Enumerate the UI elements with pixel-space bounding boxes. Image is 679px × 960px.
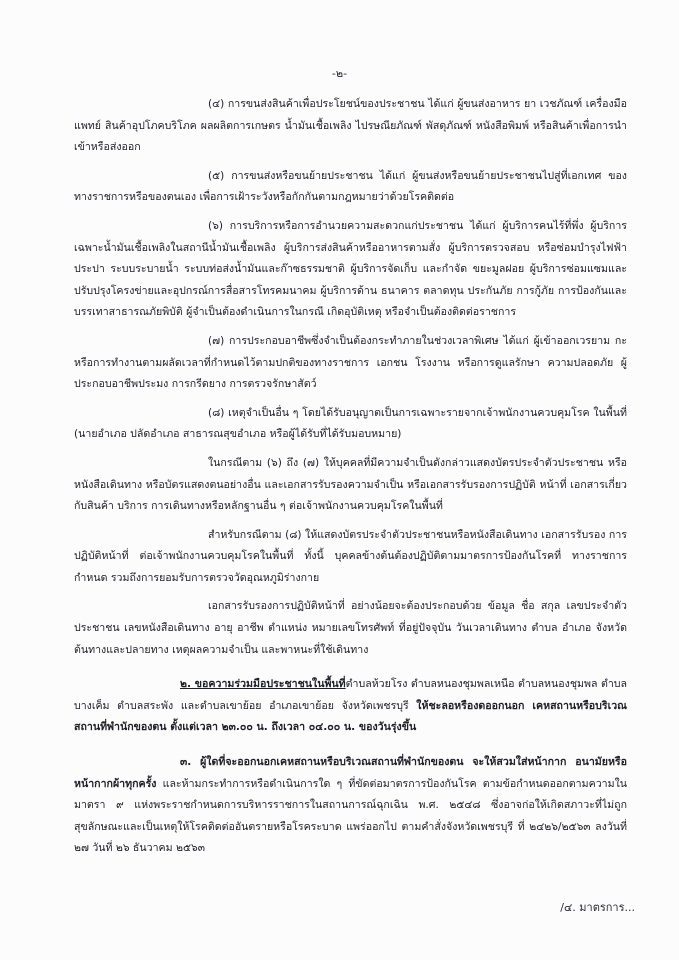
document-body (74, 94, 627, 860)
section-2-tail: ให้ชะลอหรืองดออกนอก เคหสถานหรือบริเวณสถานที่พำนักของตน ตั้งแต่เวลา ๒๓.๐๐ น. ถึงเวลา ๐๔.๐๐ น. ของวันรุ่งขึ้น (74, 699, 627, 734)
clause-4: (๔) การขนส่งสินค้าเพื่อประโยชน์ของประชาชน ได้แก่ ผู้ขนส่งอาหาร ยา เวชภัณฑ์ เครื่องมือแพทย์ สินค้าอุปโภคบริโภค ผลผลิตการเกษตร น้ำมันเชื้อเพลิง ไปรษณียภัณฑ์ พัสดุภัณฑ์ หนังสือพิมพ์ หรือสินค้าเพื่อการนำเข้าหรือส่งออก (74, 98, 627, 154)
page-number: -๒- (331, 67, 348, 80)
note-certificate: เอกสารรับรองการปฏิบัติหน้าที่ อย่างน้อยจะต้องประกอบด้วย ข้อมูล ชื่อ สกุล เลขประจำตัวประชาชน เลขหนังสือเดินทาง อายุ อาชีพ ตำแหน่ง หมายเลขโทรศัพท์ ที่อยู่ปัจจุบัน วันเวลาเดินทาง ตำบล อำเภอ จังหวัดต้นทางและปลายทาง เหตุผลความจำเป็น และพาหนะที่ใช้เดินทาง (74, 600, 627, 656)
clause-6: (๖) การบริการหรือการอำนวยความสะดวกแก่ประชาชน ได้แก่ ผู้บริการคนไร้ที่พึ่ง ผู้บริการเฉพาะน้ำมันเชื้อเพลิงในสถานีน้ำมันเชื้อเพลิง ผู้บริการส่งสินค้าหรืออาหารตามสั่ง ผู้บริการตรวจสอบ หรือซ่อมบำรุงไฟฟ้า ประปา ระบบระบายน้ำ ระบบท่อส่งน้ำมันและก๊าซธรรมชาติ ผู้บริการจัดเก็บ และกำจัด ขยะมูลฝอย ผู้บริการซ่อมแซมและปรับปรุงโครงข่ายและอุปกรณ์การสื่อสารโทรคมนาคม ผู้บริการด้าน ธนาคาร ตลาดทุน ประกันภัย การกู้ภัย การป้องกันและบรรเทาสาธารณภัยพิบัติ ผู้จำเป็นต้องดำเนินการในกรณี เกิดอุบัติเหตุ หรือจำเป็นต้องติดต่อราชการ (74, 219, 627, 319)
section-2-middle: ตำบลห้วยโรง ตำบลหนองชุมพลเหนือ ตำบลหนองชุมพล ตำบลบางเค็ม ตำบลสระพัง และตำบลเขาย้อย อำเภอเขาย้อย จังหวัดเพชรบุรี (74, 678, 627, 712)
section-3 (74, 752, 627, 860)
section-2-lead: ๒. ขอความร่วมมือประชาชนในพื้นที่ (180, 678, 346, 691)
section-2 (74, 674, 627, 739)
note-case-8: สำหรับกรณีตาม (๘) ให้แสดงบัตรประจำตัวประชาชนหรือหนังสือเดินทาง เอกสารรับรอง การปฏิบัติหน้าที่ ต่อเจ้าพนักงานควบคุมโรคในพื้นที่ ทั้งนี้ บุคคลข้างต้นต้องปฏิบัติตามมาตรการป้องกันโรคที่ ทางราชการกำหนด รวมถึงการยอมรับการตรวจวัดอุณหภูมิร่างกาย (74, 528, 627, 584)
note-cases-6-7: ในกรณีตาม (๖) ถึง (๗) ให้บุคคลที่มีความจำเป็นดังกล่าวแสดงบัตรประจำตัวประชาชน หรือหนังสือเดินทาง หรือบัตรแสดงตนอย่างอื่น และเอกสารรับรองความจำเป็น หรือเอกสารรับรองการปฏิบัติ หน้าที่ เอกสารเกี่ยวกับสินค้า บริการ การเดินทางหรือหลักฐานอื่น ๆ ต่อเจ้าพนักงานควบคุมโรคในพื้นที่ (74, 456, 627, 513)
clause-8: (๘) เหตุจำเป็นอื่น ๆ โดยได้รับอนุญาตเป็นการเฉพาะรายจากเจ้าพนักงานควบคุมโรค ในพื้นที่ (นายอำเภอ ปลัดอำเภอ สาธารณสุขอำเภอ หรือผู้ได้รับที่ได้รับมอบหมาย) (74, 406, 627, 441)
continuation-note: /๔. มาตรการ... (560, 901, 635, 914)
clause-7: (๗) การประกอบอาชีพซึ่งจำเป็นต้องกระทำภายในช่วงเวลาพิเศษ ได้แก่ ผู้เข้าออกเวรยาม กะ หรือการทำงานตามผลัดเวลาที่กำหนดไว้ตามปกติของทางราชการ เอกชน โรงงาน หรือการดูแลรักษา ความปลอดภัย ผู้ประกอบอาชีพประมง การกรีดยาง การตรวจรักษาสัตว์ (74, 334, 627, 391)
section-3-tail: และห้ามกระทำการหรือดำเนินการใด ๆ ที่ขัดต่อมาตรการป้องกันโรค ตามข้อกำหนดออกตามความในมาตรา ๙ แห่งพระราชกำหนดการบริหารราชการในสถานการณ์ฉุกเฉิน พ.ศ. ๒๕๔๘ ซึ่งอาจก่อให้เกิดสภาวะที่ไม่ถูกสุขลักษณะและเป็นเหตุให้โรคติดต่ออันตรายหรือโรคระบาด แพร่ออกไป ตามคำสั่งจังหวัดเพชรบุรี ที่ ๒๔๒๖/๒๕๖๓ ลงวันที่ ๒๗ วันที่ ๒๖ ธันวาคม ๒๕๖๓ (74, 777, 627, 855)
section-3-lead: ๓. ผู้ใดที่จะออกนอกเคหสถานหรือบริเวณสถานที่พำนักของตน จะให้สวมใส่หน้ากาก อนามัยหรือหน้ากากผ้าทุกครั้ง (74, 756, 627, 790)
clause-5: (๕) การขนส่งหรือขนย้ายประชาชน ได้แก่ ผู้ขนส่งหรือขนย้ายประชาชนไปสู่ที่เอกเทศ ของทางราชการหรือของตนเอง เพื่อการเฝ้าระวังหรือกักกันตามกฎหมายว่าด้วยโรคติดต่อ (74, 169, 627, 204)
